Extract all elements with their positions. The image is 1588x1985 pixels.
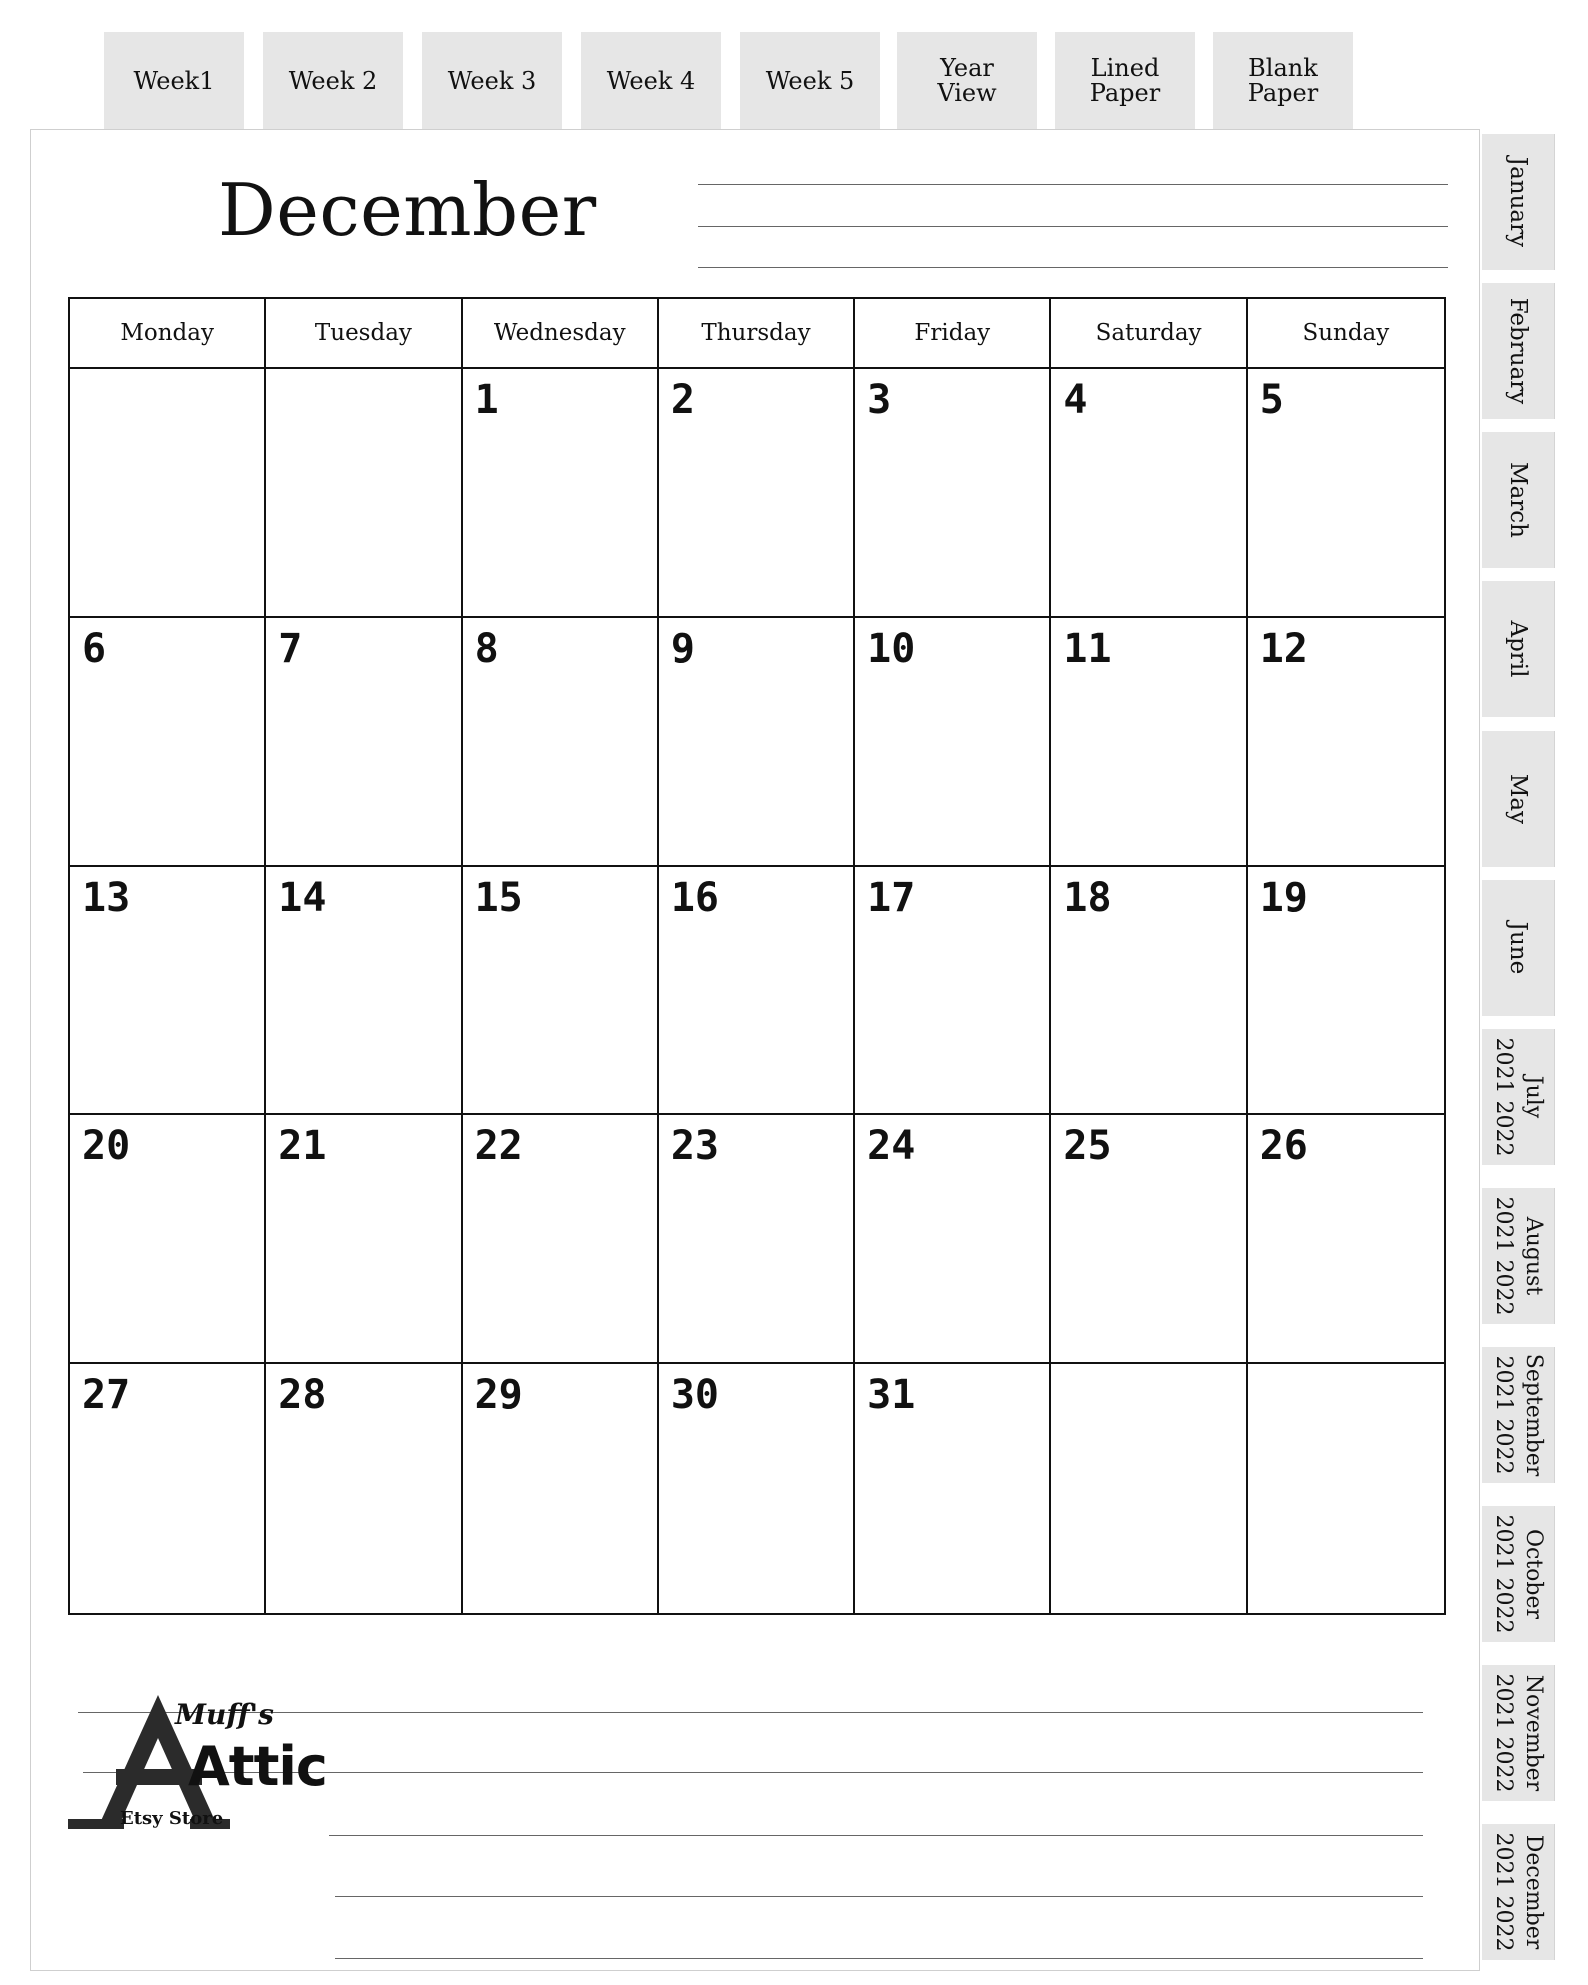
day-number: 8 xyxy=(474,625,499,672)
day-cell[interactable] xyxy=(1051,618,1247,867)
day-cell[interactable] xyxy=(1051,1115,1247,1364)
tab-june[interactable] xyxy=(1482,880,1555,1016)
note-line xyxy=(329,1835,1423,1836)
side-tab-years: 2021 2022 xyxy=(1491,1673,1516,1793)
day-cell[interactable] xyxy=(463,1364,659,1613)
note-line xyxy=(335,1958,1423,1959)
day-number: 3 xyxy=(867,377,892,423)
side-tab-text xyxy=(1503,620,1533,677)
day-number: 2 xyxy=(670,377,695,423)
side-tab-month: August xyxy=(1521,1216,1546,1296)
day-cell[interactable] xyxy=(70,1364,266,1613)
tab-year-view[interactable]: Year View xyxy=(897,32,1037,130)
day-cell[interactable] xyxy=(1248,369,1444,618)
day-number: 17 xyxy=(867,874,916,921)
day-cell[interactable] xyxy=(463,369,659,618)
weekday-tuesday: Tuesday xyxy=(266,299,462,367)
side-tab-month: March xyxy=(1505,462,1531,538)
side-tab-text xyxy=(1488,1038,1548,1157)
day-cell[interactable] xyxy=(855,369,1051,618)
side-tab-years: 2021 2022 xyxy=(1491,1355,1516,1475)
side-tab-month: May xyxy=(1505,773,1531,825)
tab-february[interactable] xyxy=(1482,283,1555,419)
side-tab-years: 2021 2022 xyxy=(1491,1832,1516,1952)
calendar-grid xyxy=(68,297,1446,1615)
day-cell[interactable] xyxy=(659,618,855,867)
calendar-days xyxy=(70,369,1444,1613)
weekday-header xyxy=(70,299,1444,369)
tab-may[interactable] xyxy=(1482,731,1555,867)
day-number: 29 xyxy=(474,1372,523,1419)
tab-april[interactable] xyxy=(1482,581,1555,717)
tab-november[interactable] xyxy=(1482,1665,1555,1801)
day-cell[interactable] xyxy=(463,867,659,1116)
day-number: 30 xyxy=(670,1372,720,1419)
day-cell[interactable] xyxy=(266,1364,462,1613)
day-number: 9 xyxy=(670,625,695,672)
day-cell[interactable] xyxy=(266,1115,462,1364)
side-tab-month: September xyxy=(1521,1353,1546,1477)
tab-august[interactable] xyxy=(1482,1188,1555,1324)
side-tab-text xyxy=(1503,298,1533,405)
side-tab-month: October xyxy=(1521,1528,1546,1620)
tab-week-2[interactable]: Week 2 xyxy=(263,32,403,130)
day-cell[interactable] xyxy=(266,369,462,618)
day-number: 1 xyxy=(474,377,499,423)
logo-script: Muff's xyxy=(175,1698,274,1731)
day-cell[interactable] xyxy=(463,1115,659,1364)
day-number: 19 xyxy=(1259,874,1308,921)
side-tab-text xyxy=(1503,922,1533,974)
day-number: 22 xyxy=(474,1123,523,1170)
day-cell[interactable] xyxy=(266,867,462,1116)
day-number: 27 xyxy=(82,1372,131,1419)
side-tab-month: June xyxy=(1505,921,1531,975)
day-cell[interactable] xyxy=(659,1115,855,1364)
day-cell[interactable] xyxy=(1248,1115,1444,1364)
tab-week-3[interactable]: Week 3 xyxy=(422,32,562,130)
tab-september[interactable] xyxy=(1482,1347,1555,1483)
note-line xyxy=(698,267,1448,268)
tab-blank-paper[interactable]: Blank Paper xyxy=(1213,32,1353,130)
logo-word: Attic xyxy=(188,1735,327,1798)
side-tab-text xyxy=(1488,1197,1548,1316)
day-number: 31 xyxy=(867,1372,916,1419)
side-tab-month: July xyxy=(1521,1075,1546,1119)
day-cell[interactable] xyxy=(70,867,266,1116)
weekday-saturday: Saturday xyxy=(1051,299,1247,367)
side-tab-month: November xyxy=(1521,1674,1546,1792)
day-number: 10 xyxy=(867,625,916,672)
day-cell[interactable] xyxy=(1248,867,1444,1116)
side-tab-text xyxy=(1488,1833,1548,1952)
day-number: 21 xyxy=(278,1123,327,1170)
day-number: 7 xyxy=(278,625,303,672)
day-cell[interactable] xyxy=(70,369,266,618)
day-number: 15 xyxy=(474,874,523,921)
side-tab-text xyxy=(1503,774,1533,824)
day-number: 13 xyxy=(82,874,131,921)
day-cell[interactable] xyxy=(855,618,1051,867)
tab-week-4[interactable]: Week 4 xyxy=(581,32,721,130)
weekday-friday: Friday xyxy=(855,299,1051,367)
tab-january[interactable] xyxy=(1482,134,1555,270)
weekday-wednesday: Wednesday xyxy=(463,299,659,367)
day-number: 14 xyxy=(278,874,327,921)
day-number: 26 xyxy=(1259,1123,1308,1170)
day-number: 16 xyxy=(670,874,720,921)
side-tab-text xyxy=(1488,1674,1548,1793)
month-title: December xyxy=(218,168,597,252)
day-cell[interactable] xyxy=(1248,618,1444,867)
day-cell[interactable] xyxy=(1051,867,1247,1116)
day-number: 24 xyxy=(867,1123,916,1170)
note-line xyxy=(698,184,1448,185)
note-line xyxy=(698,226,1448,227)
day-cell[interactable] xyxy=(659,867,855,1116)
side-tab-month: April xyxy=(1505,620,1531,678)
day-number: 12 xyxy=(1259,625,1308,672)
day-number: 11 xyxy=(1063,625,1112,672)
day-cell[interactable] xyxy=(70,1115,266,1364)
day-number: 20 xyxy=(82,1123,131,1170)
side-tab-month: February xyxy=(1505,297,1531,405)
side-tab-text xyxy=(1503,462,1533,538)
day-cell[interactable] xyxy=(855,1115,1051,1364)
logo-caption: Etsy Store xyxy=(120,1808,224,1829)
tab-week-5[interactable]: Week 5 xyxy=(740,32,880,130)
side-tab-years: 2021 2022 xyxy=(1491,1514,1516,1634)
weekday-thursday: Thursday xyxy=(659,299,855,367)
day-cell[interactable] xyxy=(463,618,659,867)
tab-december[interactable] xyxy=(1482,1824,1555,1960)
day-number: 25 xyxy=(1063,1123,1112,1170)
tab-week-1[interactable]: Week1 xyxy=(104,32,244,130)
side-tab-years: 2021 2022 xyxy=(1491,1196,1516,1316)
tab-march[interactable] xyxy=(1482,432,1555,568)
side-tab-month: January xyxy=(1505,156,1531,248)
note-line xyxy=(335,1896,1423,1897)
side-tab-years: 2021 2022 xyxy=(1491,1037,1516,1157)
day-cell[interactable] xyxy=(1051,1364,1247,1613)
day-number: 28 xyxy=(278,1372,327,1419)
day-number: 5 xyxy=(1259,377,1284,423)
tab-lined-paper[interactable]: Lined Paper xyxy=(1055,32,1195,130)
day-cell[interactable] xyxy=(659,1364,855,1613)
note-line xyxy=(78,1712,1423,1713)
weekday-sunday: Sunday xyxy=(1302,320,1390,346)
side-tab-text xyxy=(1503,157,1533,247)
tab-july[interactable] xyxy=(1482,1029,1555,1165)
side-tab-text xyxy=(1488,1354,1548,1477)
day-number: 18 xyxy=(1063,874,1112,921)
day-number: 6 xyxy=(82,625,107,672)
day-cell[interactable] xyxy=(855,867,1051,1116)
day-cell[interactable] xyxy=(855,1364,1051,1613)
day-number: 23 xyxy=(670,1123,720,1170)
day-cell[interactable] xyxy=(266,618,462,867)
side-tab-month: December xyxy=(1521,1834,1546,1950)
day-cell[interactable] xyxy=(70,618,266,867)
tab-october[interactable] xyxy=(1482,1506,1555,1642)
weekday-monday: Monday xyxy=(70,299,266,367)
day-cell[interactable] xyxy=(1248,1364,1444,1613)
day-number: 4 xyxy=(1063,377,1088,423)
day-cell[interactable] xyxy=(1051,369,1247,618)
side-tab-text xyxy=(1488,1515,1548,1634)
day-cell[interactable] xyxy=(659,369,855,618)
